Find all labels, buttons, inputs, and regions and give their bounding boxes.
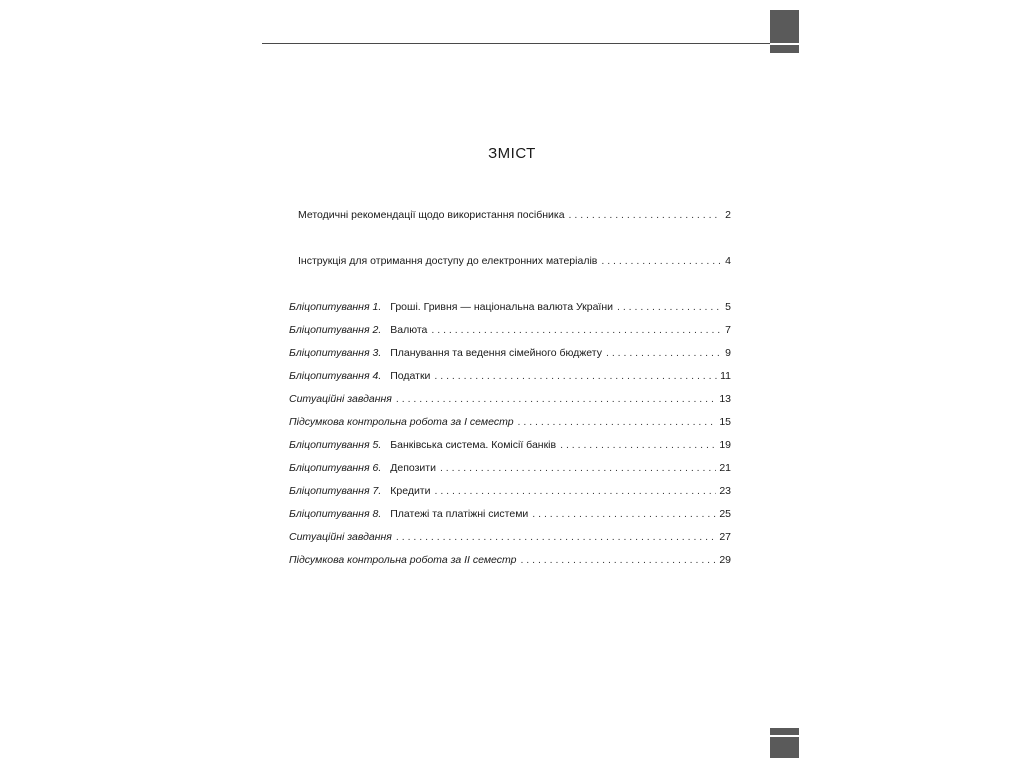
toc-entry: [289, 411, 731, 434]
toc-entry-label: Бліцопитування 5.: [289, 439, 382, 451]
dot-leader: [601, 250, 720, 273]
toc-entry: [289, 503, 731, 526]
dot-leader: [396, 526, 716, 549]
toc-entry-page: 13: [719, 393, 731, 405]
toc-entry: [289, 204, 731, 227]
toc-entry-label: Бліцопитування 1.: [289, 301, 382, 313]
toc-entry-page: 29: [719, 554, 731, 566]
toc-entry-text: Інструкція для отримання доступу до електронних матеріалів: [298, 255, 598, 267]
table-of-contents: [289, 204, 731, 572]
toc-entry: [289, 388, 731, 411]
toc-entry-page: 27: [719, 531, 731, 543]
toc-entry-page: 5: [725, 301, 731, 313]
toc-entry: [289, 342, 731, 365]
dot-leader: [518, 411, 717, 434]
dot-leader: [431, 319, 720, 342]
toc-entry: [289, 434, 731, 457]
toc-entry: [289, 549, 731, 572]
toc-entry-text: Валюта: [390, 324, 428, 336]
toc-entry-page: 2: [725, 209, 731, 221]
dot-leader: [532, 503, 716, 526]
toc-entry-page: 7: [725, 324, 731, 336]
toc-entry-text: Банківська система. Комісії банків: [390, 439, 557, 451]
dot-leader: [434, 480, 716, 503]
toc-entry: [289, 250, 731, 273]
dot-leader: [560, 434, 716, 457]
toc-entry-page: 19: [719, 439, 731, 451]
toc-entry-label: Підсумкова контрольна робота за І семестр: [289, 416, 514, 428]
toc-entry-text: Платежі та платіжні системи: [390, 508, 529, 520]
dot-leader: [434, 365, 717, 388]
toc-entry-text: Податки: [390, 370, 431, 382]
toc-entry-page: 11: [720, 370, 731, 382]
page-tab-bottom: [770, 728, 799, 758]
toc-entry-page: 9: [725, 347, 731, 359]
toc-entry-text: Методичні рекомендації щодо використання посібника: [298, 209, 565, 221]
dot-leader: [606, 342, 720, 365]
toc-entry-label: Бліцопитування 6.: [289, 462, 382, 474]
toc-entry: [289, 480, 731, 503]
dot-leader: [396, 388, 716, 411]
toc-entry-page: 15: [719, 416, 731, 428]
toc-entry-page: 23: [719, 485, 731, 497]
page-title: ЗМІСТ: [488, 145, 536, 162]
toc-entry-label: Бліцопитування 3.: [289, 347, 382, 359]
toc-entry-text: Кредити: [390, 485, 431, 497]
toc-entry-label: Бліцопитування 4.: [289, 370, 382, 382]
page-tab-top: [770, 10, 799, 53]
toc-entry-page: 4: [725, 255, 731, 267]
header-rule: [262, 43, 770, 44]
toc-entry-text: Планування та ведення сімейного бюджету: [390, 347, 602, 359]
dot-leader: [520, 549, 716, 572]
toc-entry-label: Бліцопитування 8.: [289, 508, 382, 520]
toc-entry: [289, 526, 731, 549]
toc-entry: [289, 365, 731, 388]
toc-entry-text: Депозити: [390, 462, 436, 474]
toc-entry-label: Підсумкова контрольна робота за ІІ семестр: [289, 554, 517, 566]
toc-entry-label: Ситуаційні завдання: [289, 393, 392, 405]
toc-entry-page: 21: [719, 462, 731, 474]
toc-entry: [289, 457, 731, 480]
toc-entry-page: 25: [719, 508, 731, 520]
dot-leader: [617, 296, 720, 319]
dot-leader: [569, 204, 720, 227]
toc-entry-text: Гроші. Гривня — національна валюта України: [390, 301, 614, 313]
dot-leader: [440, 457, 716, 480]
toc-entry-label: Бліцопитування 7.: [289, 485, 382, 497]
toc-entry: [289, 319, 731, 342]
toc-entry: [289, 296, 731, 319]
toc-entry-label: Ситуаційні завдання: [289, 531, 392, 543]
toc-entry-label: Бліцопитування 2.: [289, 324, 382, 336]
